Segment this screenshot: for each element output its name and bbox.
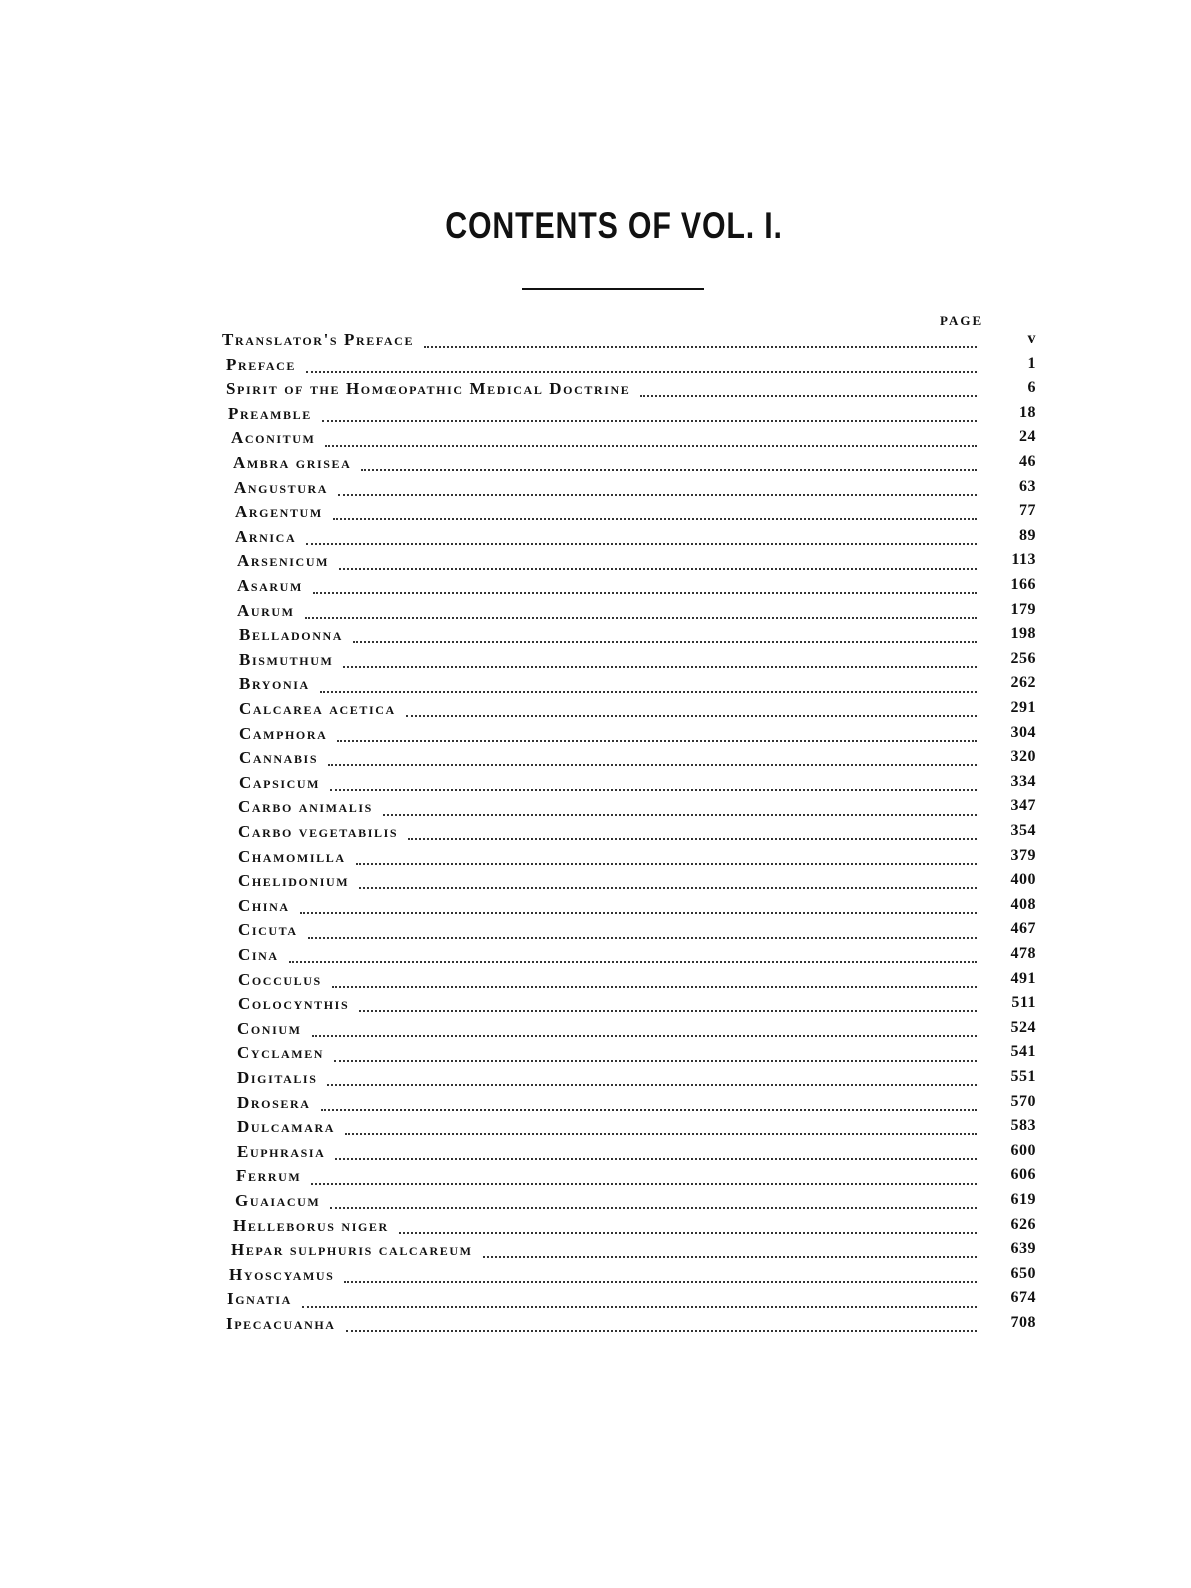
dot-leader <box>332 986 977 988</box>
toc-entry <box>238 797 1036 822</box>
dot-leader <box>640 395 977 397</box>
toc-entry-title: Bryonia <box>239 674 310 694</box>
toc-entry-title: Preamble <box>228 403 312 423</box>
page-column-header: PAGE <box>940 313 984 328</box>
toc-entry-page-number: 6 <box>1027 379 1036 397</box>
toc-entry-page-number: 334 <box>1010 772 1036 790</box>
toc-entry <box>237 1092 1036 1118</box>
toc-entry-title: Hepar sulphuris calcareum <box>231 1240 473 1260</box>
dot-leader <box>306 543 977 545</box>
toc-entry-title: Calcarea acetica <box>239 699 396 718</box>
dot-leader <box>483 1256 977 1258</box>
toc-entry-page-number: v <box>1027 330 1036 347</box>
dot-leader <box>344 1281 977 1283</box>
toc-entry-page-number: 291 <box>1010 699 1036 716</box>
dot-leader <box>289 961 977 963</box>
toc-entry <box>235 1191 1036 1216</box>
toc-entry-page-number: 583 <box>1010 1117 1036 1135</box>
toc-entry-page-number: 626 <box>1010 1215 1036 1233</box>
toc-entry <box>239 723 1036 749</box>
dot-leader <box>330 789 977 791</box>
toc-entry <box>238 969 1036 995</box>
dot-leader <box>311 1183 977 1185</box>
toc-entry-page-number: 1 <box>1027 354 1036 372</box>
toc-entry-page-number: 511 <box>1011 994 1036 1012</box>
toc-entry-page-number: 24 <box>1019 428 1036 446</box>
toc-entry-page-number: 304 <box>1010 723 1036 741</box>
toc-entry-title: Cannabis <box>239 748 319 768</box>
dot-leader <box>346 1330 977 1332</box>
toc-entry-title: Carbo vegetabilis <box>238 822 399 841</box>
toc-entry-page-number: 619 <box>1010 1191 1036 1208</box>
dot-leader <box>328 764 977 766</box>
toc-entry-page-number: 46 <box>1019 453 1036 470</box>
toc-entry-page-number: 524 <box>1010 1018 1036 1036</box>
toc-entry <box>237 600 1036 626</box>
toc-entry-page-number: 606 <box>1010 1166 1036 1184</box>
toc-entry <box>237 551 1036 576</box>
toc-entry <box>238 994 1036 1019</box>
toc-entry-page-number: 674 <box>1010 1289 1036 1307</box>
toc-entry-title: Aconitum <box>231 428 316 448</box>
toc-entry-title: Cina <box>238 945 279 964</box>
dot-leader <box>353 641 977 643</box>
toc-entry-page-number: 320 <box>1010 748 1036 766</box>
toc-entry <box>235 526 1036 552</box>
dot-leader <box>313 592 977 594</box>
toc-entry-page-number: 408 <box>1010 895 1036 913</box>
toc-entry-title: Ambra grisea <box>233 453 352 472</box>
toc-entry-title: Capsicum <box>239 772 321 792</box>
page-title: CONTENTS OF VOL. I. <box>445 205 783 246</box>
toc-entry-title: Camphora <box>239 723 328 743</box>
dot-leader <box>359 887 977 889</box>
toc-entry-title: Chamomilla <box>238 846 346 866</box>
dot-leader <box>383 814 977 816</box>
toc-entry-title: Colocynthis <box>238 994 350 1014</box>
toc-entry <box>237 576 1036 601</box>
toc-entry-title: Spirit of the Homœopathic Medical Doctrine <box>226 379 631 399</box>
toc-entry-page-number: 541 <box>1010 1043 1036 1061</box>
toc-entry-page-number: 551 <box>1010 1068 1036 1085</box>
toc-entry <box>237 1068 1036 1093</box>
toc-entry-page-number: 708 <box>1010 1314 1036 1331</box>
toc-entry-title: Preface <box>226 354 297 374</box>
toc-entry <box>239 699 1036 724</box>
toc-entry-page-number: 262 <box>1010 674 1036 692</box>
toc-entry <box>236 1166 1036 1191</box>
toc-entry-page-number: 491 <box>1010 969 1036 987</box>
dot-leader <box>337 740 977 742</box>
toc-entry-title: Ferrum <box>236 1166 302 1186</box>
toc-entry-title: Helleborus niger <box>233 1215 389 1235</box>
dot-leader <box>339 568 977 570</box>
dot-leader <box>399 1232 977 1234</box>
toc-entry <box>237 1141 1036 1167</box>
toc-entry-title: Euphrasia <box>237 1141 326 1161</box>
toc-entry-page-number: 18 <box>1019 403 1036 421</box>
toc-entry-title: Arsenicum <box>237 551 330 571</box>
toc-entry <box>238 945 1036 970</box>
toc-entry <box>233 1215 1036 1241</box>
toc-entry <box>238 822 1036 847</box>
dot-leader <box>302 1306 977 1308</box>
toc-entry <box>231 1240 1036 1265</box>
toc-entry <box>239 674 1036 699</box>
toc-entry-title: Cyclamen <box>237 1043 325 1063</box>
dot-leader <box>334 1060 977 1062</box>
toc-entry <box>239 748 1036 773</box>
toc-entry <box>239 649 1036 675</box>
toc-entry-title: Bismuthum <box>239 649 334 669</box>
toc-entry-title: Belladonna <box>239 625 344 645</box>
toc-entry-page-number: 354 <box>1010 822 1036 839</box>
toc-entry-page-number: 198 <box>1010 625 1036 643</box>
dot-leader <box>325 445 977 447</box>
dot-leader <box>356 863 977 865</box>
toc-entry-title: Ipecacuanha <box>226 1314 336 1333</box>
dot-leader <box>424 346 977 348</box>
toc-entry <box>233 453 1036 478</box>
toc-entry-page-number: 600 <box>1010 1141 1036 1159</box>
toc-entry-title: Hyoscyamus <box>229 1264 335 1284</box>
toc-entry <box>238 920 1036 945</box>
dot-leader <box>361 469 977 471</box>
toc-entry <box>235 502 1036 527</box>
toc-entry-title: Dulcamara <box>237 1117 336 1137</box>
toc-entry-page-number: 77 <box>1019 502 1036 520</box>
toc-entry-title: Drosera <box>237 1092 311 1112</box>
dot-leader <box>359 1010 977 1012</box>
dot-leader <box>300 912 977 914</box>
toc-entry <box>226 354 1036 380</box>
toc-entry-title: Digitalis <box>237 1068 318 1087</box>
toc-entry-page-number: 400 <box>1010 871 1036 889</box>
toc-entry <box>231 428 1036 453</box>
toc-entry <box>237 1043 1036 1068</box>
toc-entry <box>237 1117 1036 1142</box>
dot-leader <box>320 691 977 693</box>
toc-entry-title: Translator's Preface <box>222 330 415 349</box>
toc-entry-page-number: 256 <box>1010 649 1036 667</box>
toc-entry-title: Arnica <box>235 526 297 546</box>
toc-entry-page-number: 379 <box>1010 846 1036 864</box>
toc-entry-page-number: 570 <box>1010 1092 1036 1110</box>
title-rule <box>522 288 704 290</box>
dot-leader <box>330 1207 977 1209</box>
toc-entry-page-number: 113 <box>1011 551 1036 569</box>
toc-entry-title: Guaiacum <box>235 1191 321 1210</box>
toc-entry-title: Cocculus <box>238 969 322 989</box>
toc-entry-title: Aurum <box>237 600 295 620</box>
dot-leader <box>321 1109 978 1111</box>
toc-entry <box>222 330 1036 355</box>
dot-leader <box>305 617 977 619</box>
toc-entry <box>229 1264 1036 1290</box>
dot-leader <box>406 715 977 717</box>
toc-entry-page-number: 347 <box>1010 797 1036 815</box>
dot-leader <box>335 1158 977 1160</box>
toc-entry <box>239 772 1036 798</box>
toc-entry-title: Ignatia <box>227 1289 292 1309</box>
toc-entry <box>238 871 1036 896</box>
dot-leader <box>312 1035 977 1037</box>
toc-entry-title: Angustura <box>234 477 329 497</box>
toc-entry-title: Conium <box>237 1018 302 1038</box>
toc-entry-page-number: 89 <box>1019 526 1036 544</box>
dot-leader <box>345 1133 977 1135</box>
dot-leader <box>333 518 977 520</box>
toc-entry <box>238 846 1036 872</box>
dot-leader <box>308 937 977 939</box>
toc-entry <box>226 379 1036 404</box>
toc-entry-page-number: 467 <box>1010 920 1036 938</box>
toc-entry-page-number: 639 <box>1010 1240 1036 1258</box>
toc-entry-page-number: 179 <box>1010 600 1036 618</box>
dot-leader <box>408 838 977 840</box>
toc-entry-title: Cicuta <box>238 920 298 940</box>
toc-entry <box>228 403 1036 429</box>
toc-entry-page-number: 478 <box>1010 945 1036 962</box>
toc-entry-title: Asarum <box>237 576 303 595</box>
toc-entry-title: Carbo animalis <box>238 797 373 817</box>
toc-entry <box>238 895 1036 921</box>
toc-entry-title: Chelidonium <box>238 871 350 891</box>
toc-entry <box>227 1289 1036 1314</box>
toc-entry-page-number: 166 <box>1010 576 1036 593</box>
toc-entry-title: China <box>238 895 290 915</box>
toc-entry-page-number: 63 <box>1019 477 1036 495</box>
dot-leader <box>322 420 977 422</box>
toc-entry <box>234 477 1036 503</box>
dot-leader <box>343 666 977 668</box>
toc-entry <box>239 625 1036 650</box>
dot-leader <box>338 494 977 496</box>
toc-entry-title: Argentum <box>235 502 323 522</box>
toc-entry-page-number: 650 <box>1010 1264 1036 1282</box>
dot-leader <box>327 1084 977 1086</box>
dot-leader <box>306 371 977 373</box>
toc-entry <box>226 1314 1036 1339</box>
toc-entry <box>237 1018 1036 1044</box>
